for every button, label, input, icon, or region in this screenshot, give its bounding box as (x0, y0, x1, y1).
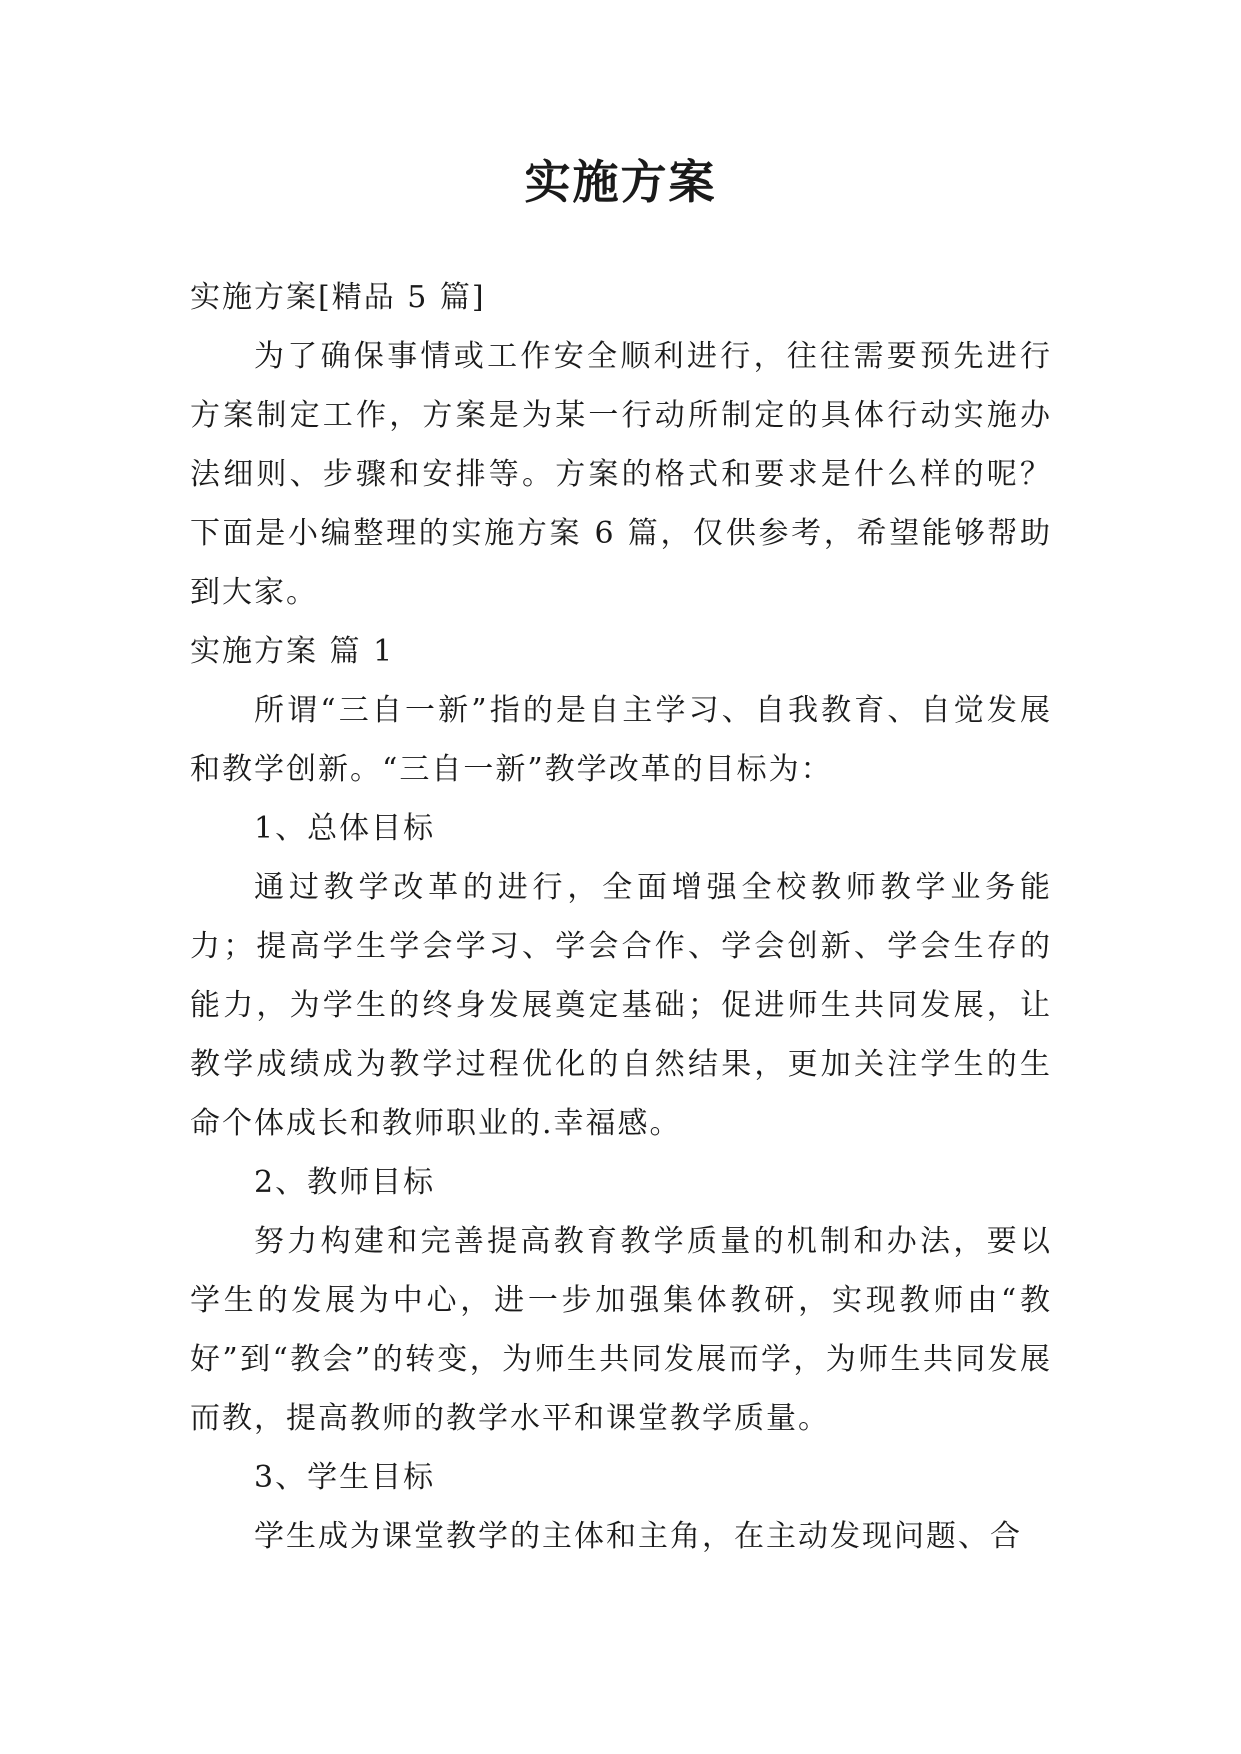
document-title: 实施方案 (524, 155, 717, 209)
paragraph-1: 所谓“三自一新”指的是自主学习、自我教育、自觉发展和教学创新。“三自一新”教学改革的目标为： (190, 693, 1052, 787)
document-subtitle: 实施方案[精品 5 篇] (190, 280, 486, 315)
heading-student-goal: 3、学生目标 (254, 1460, 436, 1495)
paragraph-3: 努力构建和完善提高教育教学质量的机制和办法，要以学生的发展为中心，进一步加强集体教研，实现教师由“教好”到“教会”的转变，为师生共同发展而学，为师生共同发展而教，提高教师的教学水平和课堂教学质量。 (190, 1224, 1052, 1436)
document-body (190, 268, 1052, 1566)
heading-teacher-goal: 2、教师目标 (254, 1165, 436, 1200)
paragraph-4: 学生成为课堂教学的主体和主角，在主动发现问题、合 (254, 1519, 1022, 1554)
paragraph-2: 通过教学改革的进行，全面增强全校教师教学业务能力；提高学生学会学习、学会合作、学会创新、学会生存的能力，为学生的终身发展奠定基础；促进师生共同发展，让教学成绩成为教学过程优化的自然结果，更加关注学生的生命个体成长和教师职业的.幸福感。 (190, 870, 1052, 1141)
intro-paragraph: 为了确保事情或工作安全顺利进行，往往需要预先进行方案制定工作，方案是为某一行动所制定的具体行动实施办法细则、步骤和安排等。方案的格式和要求是什么样的呢？下面是小编整理的实施方案 6 篇，仅供参考，希望能够帮助到大家。 (190, 339, 1052, 610)
heading-overall-goal: 1、总体目标 (254, 811, 436, 846)
section-title: 实施方案 篇 1 (190, 634, 395, 669)
